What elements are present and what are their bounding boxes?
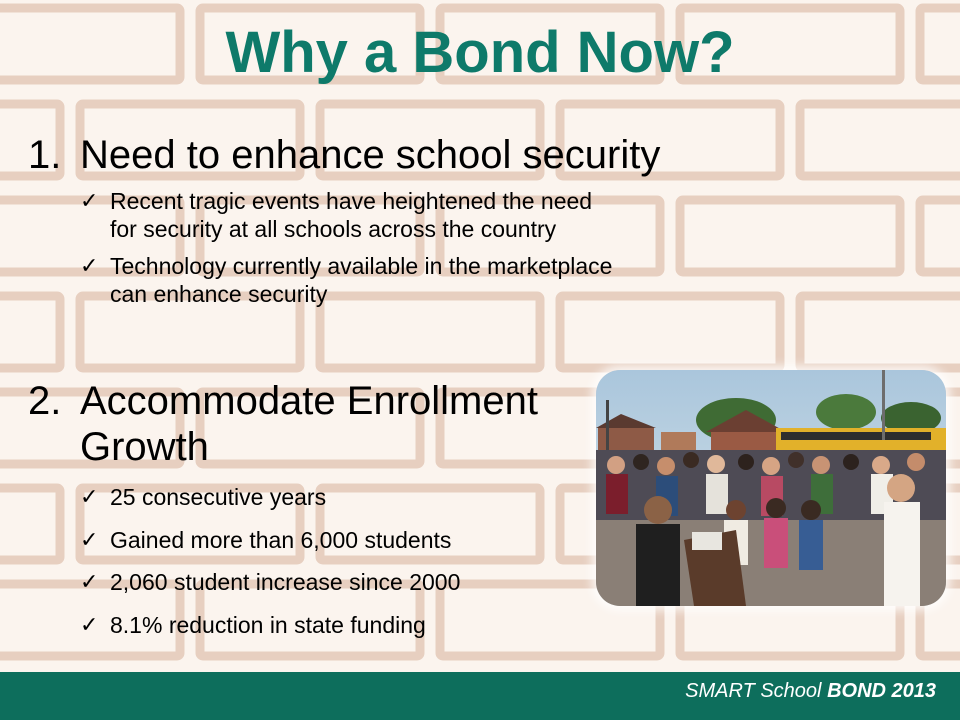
school-crowd-photo-icon: [596, 370, 946, 606]
checkmark-icon: ✓: [80, 253, 99, 279]
section-2-heading-line: Accommodate Enrollment: [80, 379, 538, 423]
footer-text: [685, 680, 936, 703]
checkmark-icon: ✓: [80, 611, 99, 637]
footer-prefix: SMART School: [685, 680, 822, 702]
checkmark-icon: ✓: [80, 526, 99, 552]
section-2-heading: [80, 378, 538, 470]
checkmark-icon: ✓: [80, 569, 99, 595]
bullet-item: ✓ Gained more than 6,000 students: [80, 526, 452, 553]
section-1-number: 1.: [28, 133, 62, 177]
checkmark-icon: ✓: [80, 188, 99, 213]
section-1-heading: [80, 132, 660, 178]
school-crowd-photo: [596, 370, 946, 606]
section-1-bullet-list: [80, 188, 770, 308]
bullet-item: ✓ Recent tragic events have heightened the need for security at all schools across the country: [80, 188, 593, 242]
section-2-bullet-list: [80, 484, 580, 639]
section-2-number: 2.: [28, 379, 62, 423]
section-1-heading-line: Need to enhance school security: [80, 133, 661, 177]
footer-bar: [0, 672, 960, 720]
bullet-item: ✓ 2,060 student increase since 2000: [80, 569, 461, 596]
slide-title: Why a Bond Now?: [225, 20, 735, 85]
bullet-item: ✓ 25 consecutive years: [80, 484, 327, 510]
bullet-item: ✓ 8.1% reduction in state funding: [80, 611, 426, 638]
bullet-item: ✓ Technology currently available in the marketplace can enhance security: [80, 253, 613, 307]
checkmark-icon: ✓: [80, 484, 99, 509]
section-2-heading-line: Growth: [80, 425, 209, 469]
footer-emphasis: BOND 2013: [827, 680, 936, 702]
